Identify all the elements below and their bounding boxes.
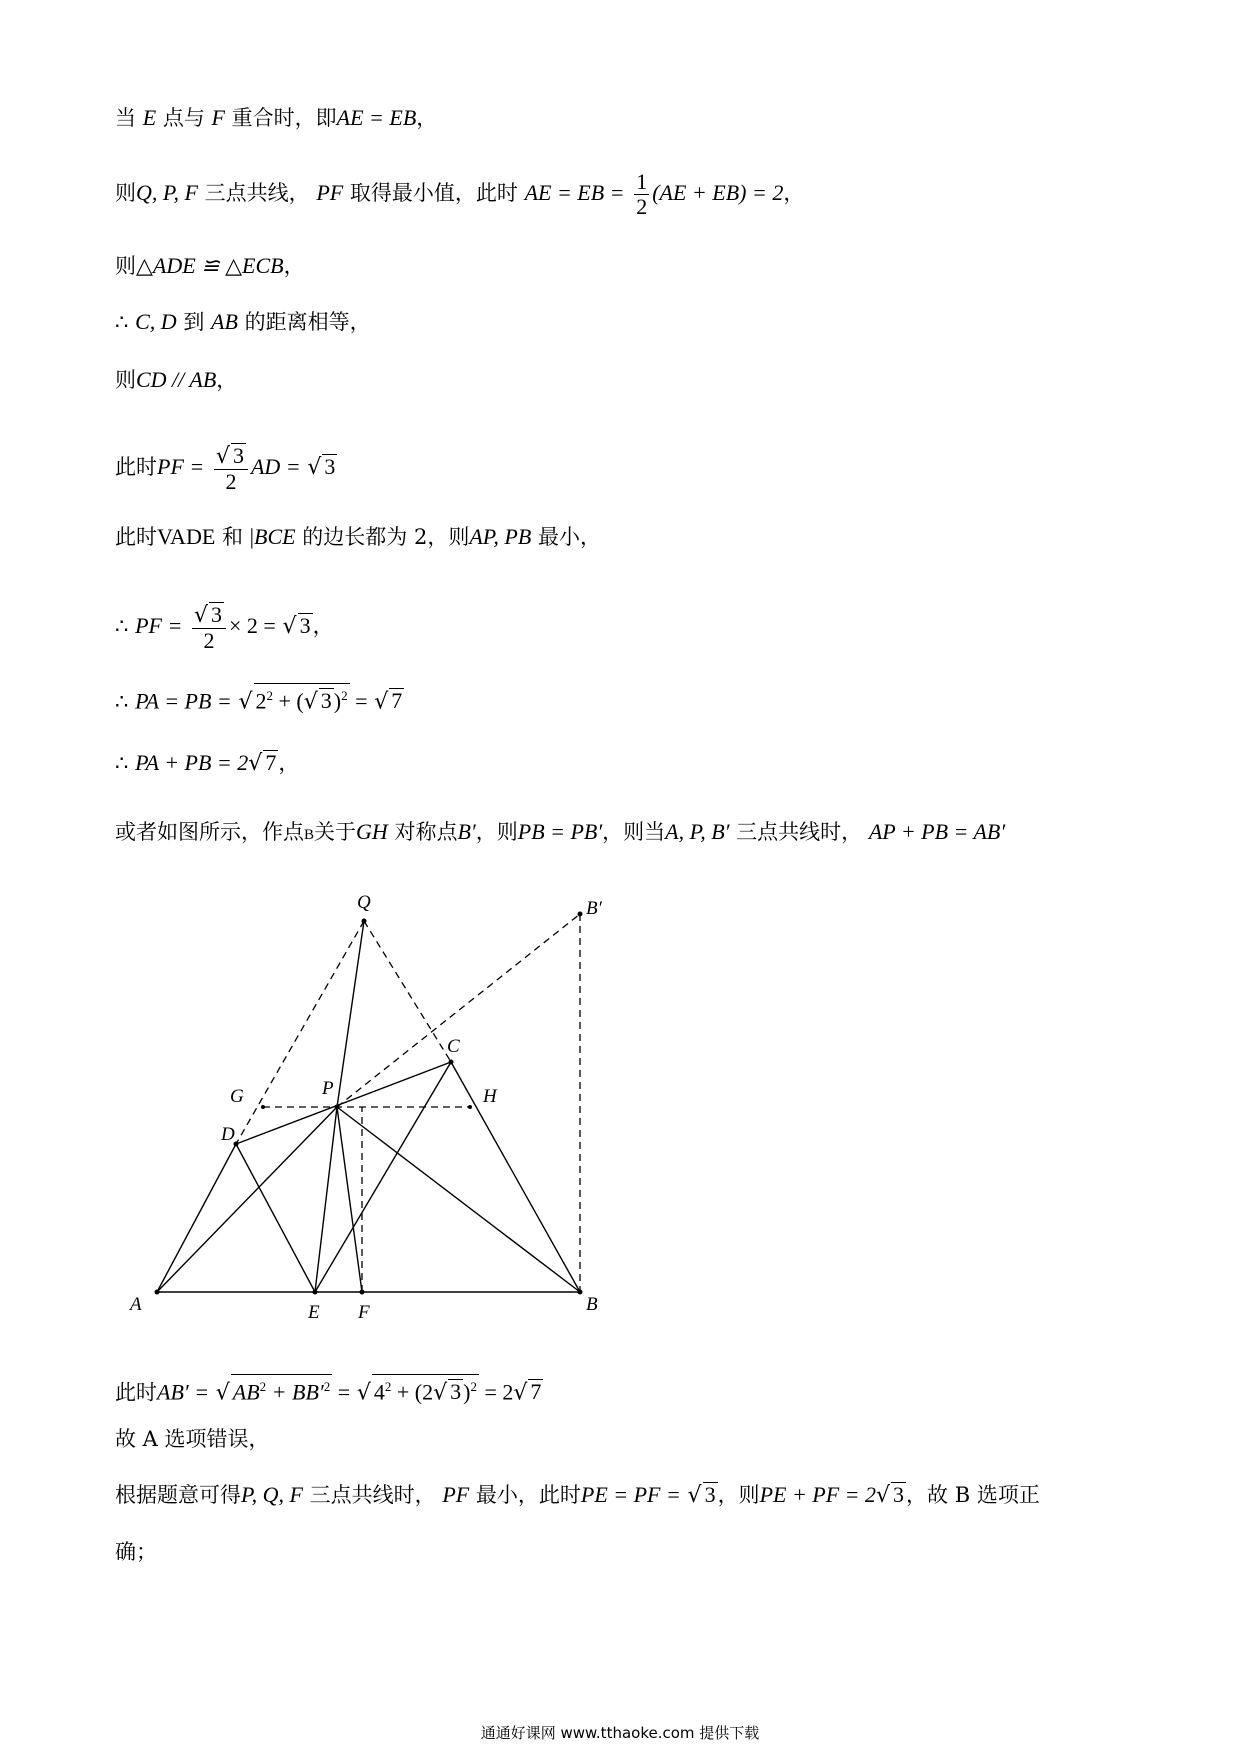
line-12: 此时AB′ = √ $AB^2 + BB'^2$ = √ $4^2 + (2√$ 3)$^2$ = 2√ 7 — [115, 1374, 543, 1408]
label-E: E — [308, 1302, 320, 1320]
line-5: 则CD // AB， — [115, 367, 238, 392]
line-8: ∴ PF = $\frac{√ 3}{2}$ × 2 = √ 3， — [115, 602, 334, 653]
dashed-lines — [236, 914, 580, 1292]
segment-PB — [337, 1107, 580, 1292]
label-Q: Q — [357, 892, 371, 913]
fraction-half: $\frac{1}{2}$ — [636, 169, 648, 219]
line-1: 当 E 点与 F 重合时，即AE = EB， — [115, 105, 438, 130]
line-13: 故 A 选项错误， — [115, 1427, 270, 1451]
point-E — [313, 1290, 318, 1295]
footer-text: 通通好课网 www.tthaoke.com 提供下载 — [480, 1724, 760, 1742]
point-Bprime — [578, 912, 583, 917]
line-2: 则Q, P, F 三点共线， PF 取得最小值，此时 AE = EB = $\frac{1}{2}$ (AE + EB) = 2， — [115, 169, 805, 219]
solid-lines — [157, 921, 580, 1292]
label-Bprime: B′ — [586, 898, 602, 919]
dashed-PBprime — [337, 914, 580, 1107]
segment-PQ — [337, 921, 364, 1107]
line-3: 则△ADE ≌ △ECB， — [115, 253, 305, 278]
points — [155, 912, 583, 1295]
segment-PF — [337, 1107, 362, 1292]
label-C: C — [447, 1036, 460, 1057]
line-7: 此时VADE 和 |BCE 的边长都为 2，则AP, PB 最小， — [115, 524, 601, 549]
radical-expression: $2^2$ + (√ 3)$^2$ — [254, 683, 350, 714]
line-4: ∴ C, D 到 AB 的距离相等， — [115, 309, 371, 334]
dashed-QD — [236, 921, 364, 1144]
dashed-QC — [364, 921, 451, 1062]
label-D: D — [221, 1124, 235, 1145]
segment-AD — [157, 1144, 236, 1292]
label-A: A — [130, 1294, 142, 1315]
line-14: 根据题意可得P, Q, F 三点共线时， PF 最小，此时PE = PF = √ 3，则PE + PF = 2√ 3，故 B 选项正 — [115, 1482, 1040, 1508]
segment-CB — [451, 1062, 580, 1292]
segment-PE — [315, 1107, 337, 1292]
point-A — [155, 1290, 160, 1295]
segment-AP — [157, 1107, 337, 1292]
point-P — [335, 1105, 340, 1110]
line-11: 或者如图所示，作点B关于GH 对称点B′，则PB = PB′，则当A, P, B′ 三点共线时， AP + PB = AB′ — [115, 819, 1006, 844]
label-F: F — [358, 1302, 370, 1320]
point-G — [261, 1105, 265, 1109]
point-C — [449, 1060, 454, 1065]
point-F — [360, 1290, 365, 1295]
line-9: ∴ PA = PB = √ $2^2$ + (√ 3)$^2$ = √ 7 — [115, 683, 404, 717]
label-B: B — [586, 1294, 598, 1315]
label-P: P — [322, 1078, 334, 1099]
line-6: 此时PF = $\frac{√ 3}{2}$ AD = √ 3 — [115, 443, 336, 494]
geometry-figure — [110, 880, 630, 1320]
label-H: H — [483, 1086, 497, 1107]
line-15: 确； — [115, 1540, 157, 1564]
point-Q — [362, 919, 367, 924]
point-B — [578, 1290, 583, 1295]
label-G: G — [230, 1086, 244, 1107]
point-H — [468, 1105, 472, 1109]
line-10: ∴ PA + PB = 2√ 7， — [115, 750, 300, 776]
fraction-sqrt3-over-2: $\frac{√ 3}{2}$ — [214, 443, 248, 494]
segment-DE — [236, 1144, 315, 1292]
fraction-sqrt3-over-2: $\frac{√ 3}{2}$ — [192, 602, 226, 653]
segment-DC — [236, 1062, 451, 1144]
segment-EC — [315, 1062, 451, 1292]
